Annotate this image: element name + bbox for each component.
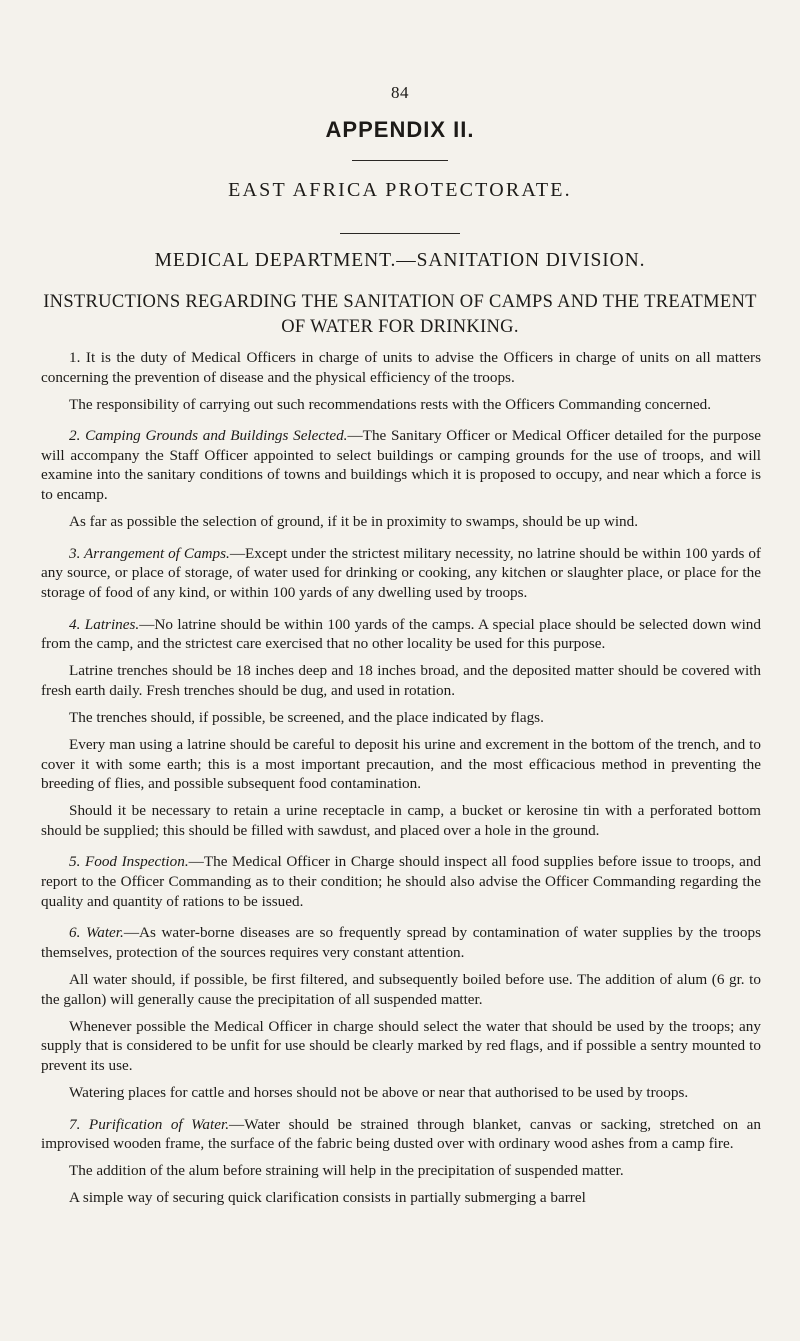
paragraph: Should it be necessary to retain a urine receptacle in camp, a bucket or kerosine tin with a perforated bottom should be supplied; this should be filled with sawdust, and placed over a hole in the ground. (41, 802, 761, 839)
body-text (41, 348, 761, 1215)
instructions-title: INSTRUCTIONS REGARDING THE SANITATION OF CAMPS AND THE TREATMENT OF WATER FOR DRINKING. (43, 292, 757, 337)
section-heading: 3. Arrangement of Camps. (69, 544, 230, 562)
section-heading: 4. Latrines. (69, 615, 140, 633)
paragraph: The addition of the alum before straining will help in the precipitation of suspended matter. (69, 1162, 624, 1180)
divider-rule (352, 160, 448, 161)
section-heading: 6. Water. (69, 924, 124, 942)
section-paragraph: 3. Arrangement of Camps.—Except under the strictest military necessity, no latrine should be within 100 yards of any source, or place of storage, of water used for drinking or cooking, any kitchen or slaughter place, or place for the storage of food of any kind, or within 100 yards of any dwelling used by troops. (41, 544, 761, 601)
paragraph: Watering places for cattle and horses should not be above or near that authorised to be used by troops. (69, 1083, 689, 1101)
section-paragraph: 7. Purification of Water.—Water should be strained through blanket, canvas or sacking, stretched on an improvised wooden frame, the surface of the fabric being dusted over with ordinary wood ashes from a camp fire. (41, 1115, 761, 1153)
section-paragraph: 6. Water.—As water-borne diseases are so frequently spread by contamination of water supplies by the troops themselves, protection of the sources requires very constant attention. (41, 924, 761, 961)
divider-rule (340, 233, 460, 234)
section-paragraph: 4. Latrines.—No latrine should be within 100 yards of the camps. A special place should be selected down wind from the camp, and the strictest care exercised that no other locality be used for this purpose. (41, 615, 761, 653)
paragraph: Whenever possible the Medical Officer in charge should select the water that should be used by the troops; any supply that is considered to be unfit for use should be clearly marked by red flags, and if possible a sentry mounted to prevent its use. (41, 1017, 761, 1074)
appendix-title: APPENDIX II. (325, 117, 475, 142)
paragraph: Every man using a latrine should be careful to deposit his urine and excrement in the bottom of the trench, and to cover it with some earth; this is a most important precaution, and the most efficacious method in preventing the breeding of flies, and possible subsequent food contamination. (41, 736, 761, 793)
paragraph: As far as possible the selection of ground, if it be in proximity to swamps, should be up wind. (69, 513, 639, 531)
section-heading: 7. Purification of Water. (69, 1115, 230, 1133)
section-heading: 2. Camping Grounds and Buildings Selected. (69, 427, 348, 445)
paragraph: All water should, if possible, be first filtered, and subsequently boiled before use. The addition of alum (6 gr. to the gallon) will generally cause the precipitation of all suspended matter. (41, 970, 761, 1008)
paragraph: The trenches should, if possible, be screened, and the place indicated by flags. (69, 708, 544, 726)
paragraph: Latrine trenches should be 18 inches deep and 18 inches broad, and the deposited matter should be covered with fresh earth daily. Fresh trenches should be dug, and used in rotation. (41, 662, 761, 699)
section-paragraph: 5. Food Inspection.—The Medical Officer in Charge should inspect all food supplies before issue to troops, and report to the Officer Commanding as to their condition; he should also advise the Officer Commanding regarding the quality and quantity of rations to be issued. (41, 853, 762, 910)
paragraph: A simple way of securing quick clarification consists in partially submerging a barrel (69, 1189, 586, 1207)
page-number: 84 (391, 83, 409, 102)
section-heading: 5. Food Inspection. (69, 853, 189, 871)
section-paragraph: 2. Camping Grounds and Buildings Selected.—The Sanitary Officer or Medical Officer detailed for the purpose will accompany the Staff Officer appointed to select buildings or camping grounds for the use of troops, and will examine into the sanitary conditions of towns and buildings which it is proposed to occupy, and near which a force is to encamp. (41, 427, 761, 504)
division-heading: MEDICAL DEPARTMENT.—SANITATION DIVISION. (154, 250, 646, 271)
paragraph: The responsibility of carrying out such recommendations rests with the Officers Commanding concerned. (69, 395, 712, 413)
paragraph: 1. It is the duty of Medical Officers in charge of units to advise the Officers in charge of units on all matters concerning the prevention of disease and the physical efficiency of the troops. (41, 349, 761, 386)
protectorate-heading: EAST AFRICA PROTECTORATE. (228, 179, 572, 201)
